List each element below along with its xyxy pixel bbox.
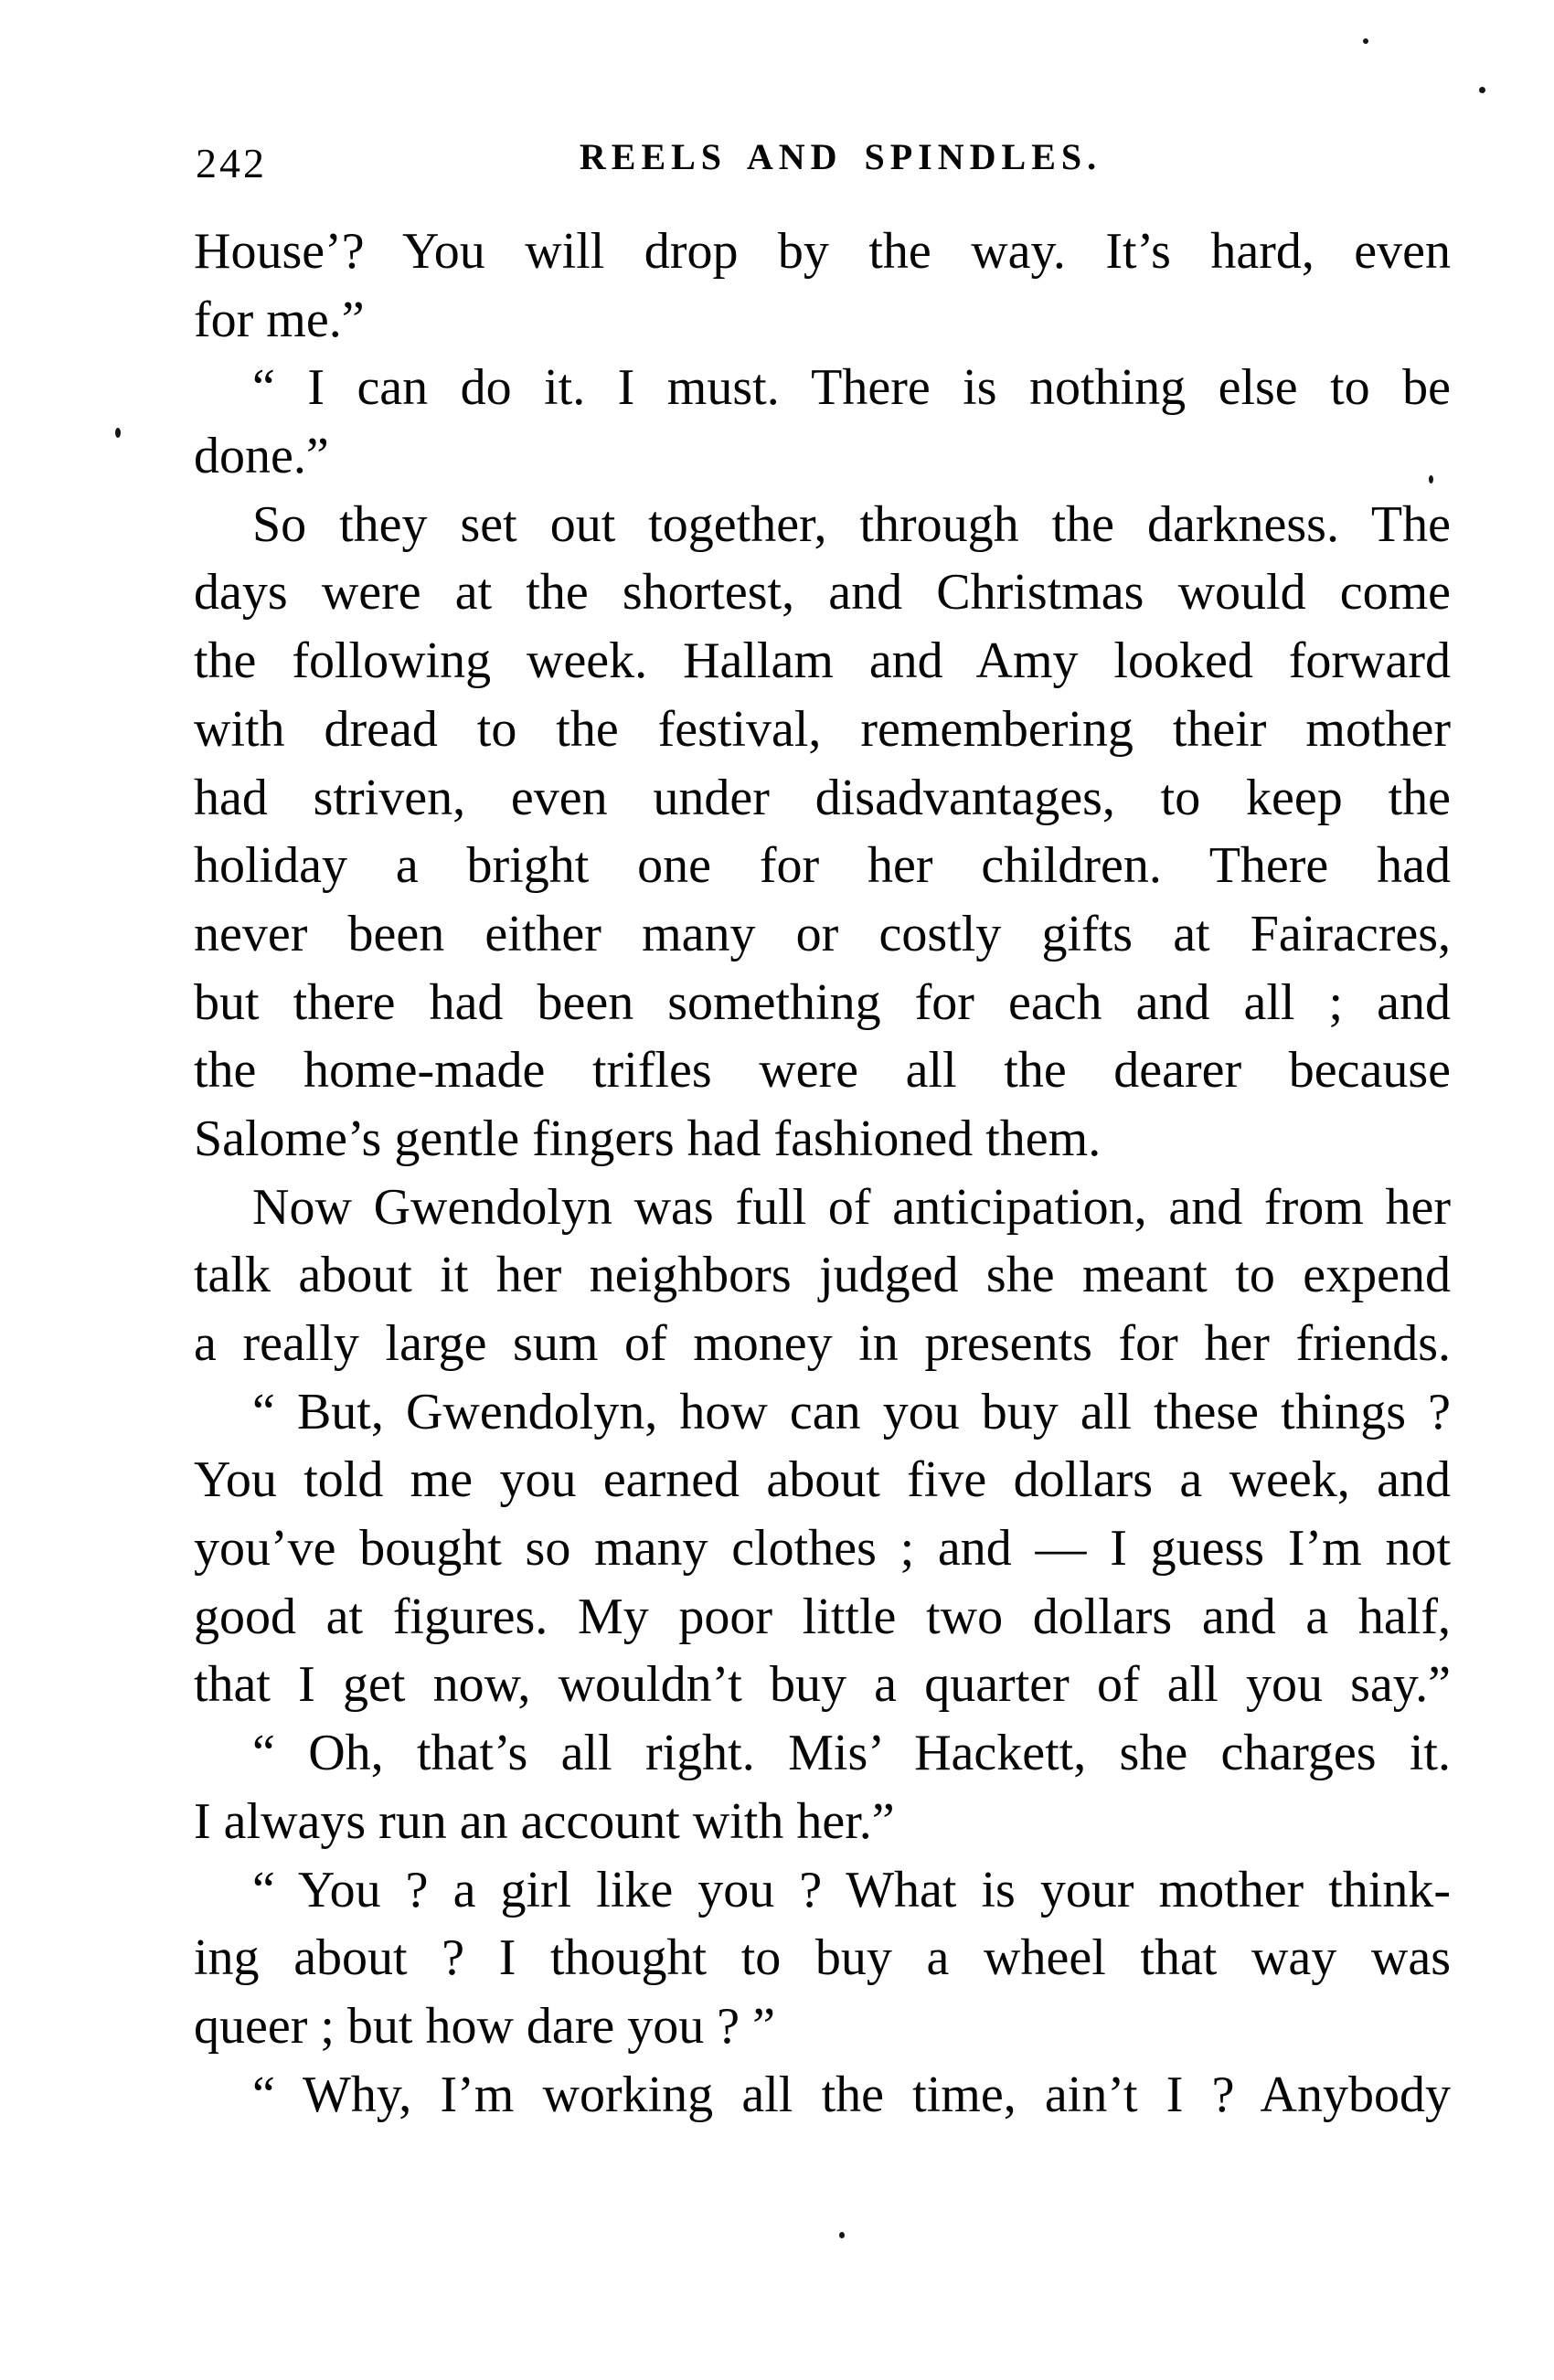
text-line: with dread to the festival, remembering their mother [194,700,1451,758]
text-line: good at figures. My poor little two dollars and a half, [194,1588,1451,1645]
running-head [194,135,1451,186]
text-line: ing about ? I thought to buy a wheel that way was [194,1929,1451,1987]
text-line: queer ; but how dare you ? ” [194,1997,775,2055]
text-line: the home-made trifles were all the dearer because [194,1042,1451,1100]
text-line: House’? You will drop by the way. It’s hard, even [194,223,1451,280]
scan-speck [1429,475,1433,483]
text-line: you’ve bought so many clothes ; and — I guess I’m not [194,1520,1451,1578]
text-line: “ You ? a girl like you ? What is your mother think- [252,1861,1451,1918]
text-line: You told me you earned about five dollars a week, and [194,1451,1451,1509]
text-line: done.” [194,428,329,485]
text-line: holiday a bright one for her children. There had [194,837,1451,895]
scan-speck [115,428,121,438]
text-line: a really large sum of money in presents for her friends. [194,1315,1451,1372]
text-line: had striven, even under disadvantages, to keep the [194,769,1451,826]
text-line: that I get now, wouldn’t buy a quarter of all you say.” [194,1656,1451,1714]
text-line: days were at the shortest, and Christmas would come [194,564,1451,622]
running-header-title: REELS AND SPINDLES. [579,136,1102,177]
text-line: “ Oh, that’s all right. Mis’ Hackett, she charges it. [252,1725,1451,1782]
page-number: 242 [196,140,267,186]
scan-speck [1479,87,1485,93]
text-line: “ I can do it. I must. There is nothing else to be [252,359,1451,417]
text-line: the following week. Hallam and Amy looked forward [194,632,1451,690]
text-line: Salome’s gentle fingers had fashioned them. [194,1110,1102,1167]
text-line: So they set out together, through the darkness. The [252,495,1451,553]
text-line: for me.” [194,291,365,348]
text-line: but there had been something for each and all ; and [194,973,1451,1031]
text-line: I always run an account with her.” [194,1792,895,1850]
text-line: talk about it her neighbors judged she meant to expend [194,1247,1451,1304]
text-line: “ Why, I’m working all the time, ain’t I ? Anybody [252,2066,1451,2123]
scan-speck [1363,38,1368,44]
text-line: Now Gwendolyn was full of anticipation, and from her [252,1178,1451,1236]
text-line: never been either many or costly gifts at Fairacres, [194,905,1451,962]
text-line: “ But, Gwendolyn, how can you buy all these things ? [252,1383,1451,1440]
scan-speck [839,2232,845,2238]
page-body-text [194,218,1451,2129]
